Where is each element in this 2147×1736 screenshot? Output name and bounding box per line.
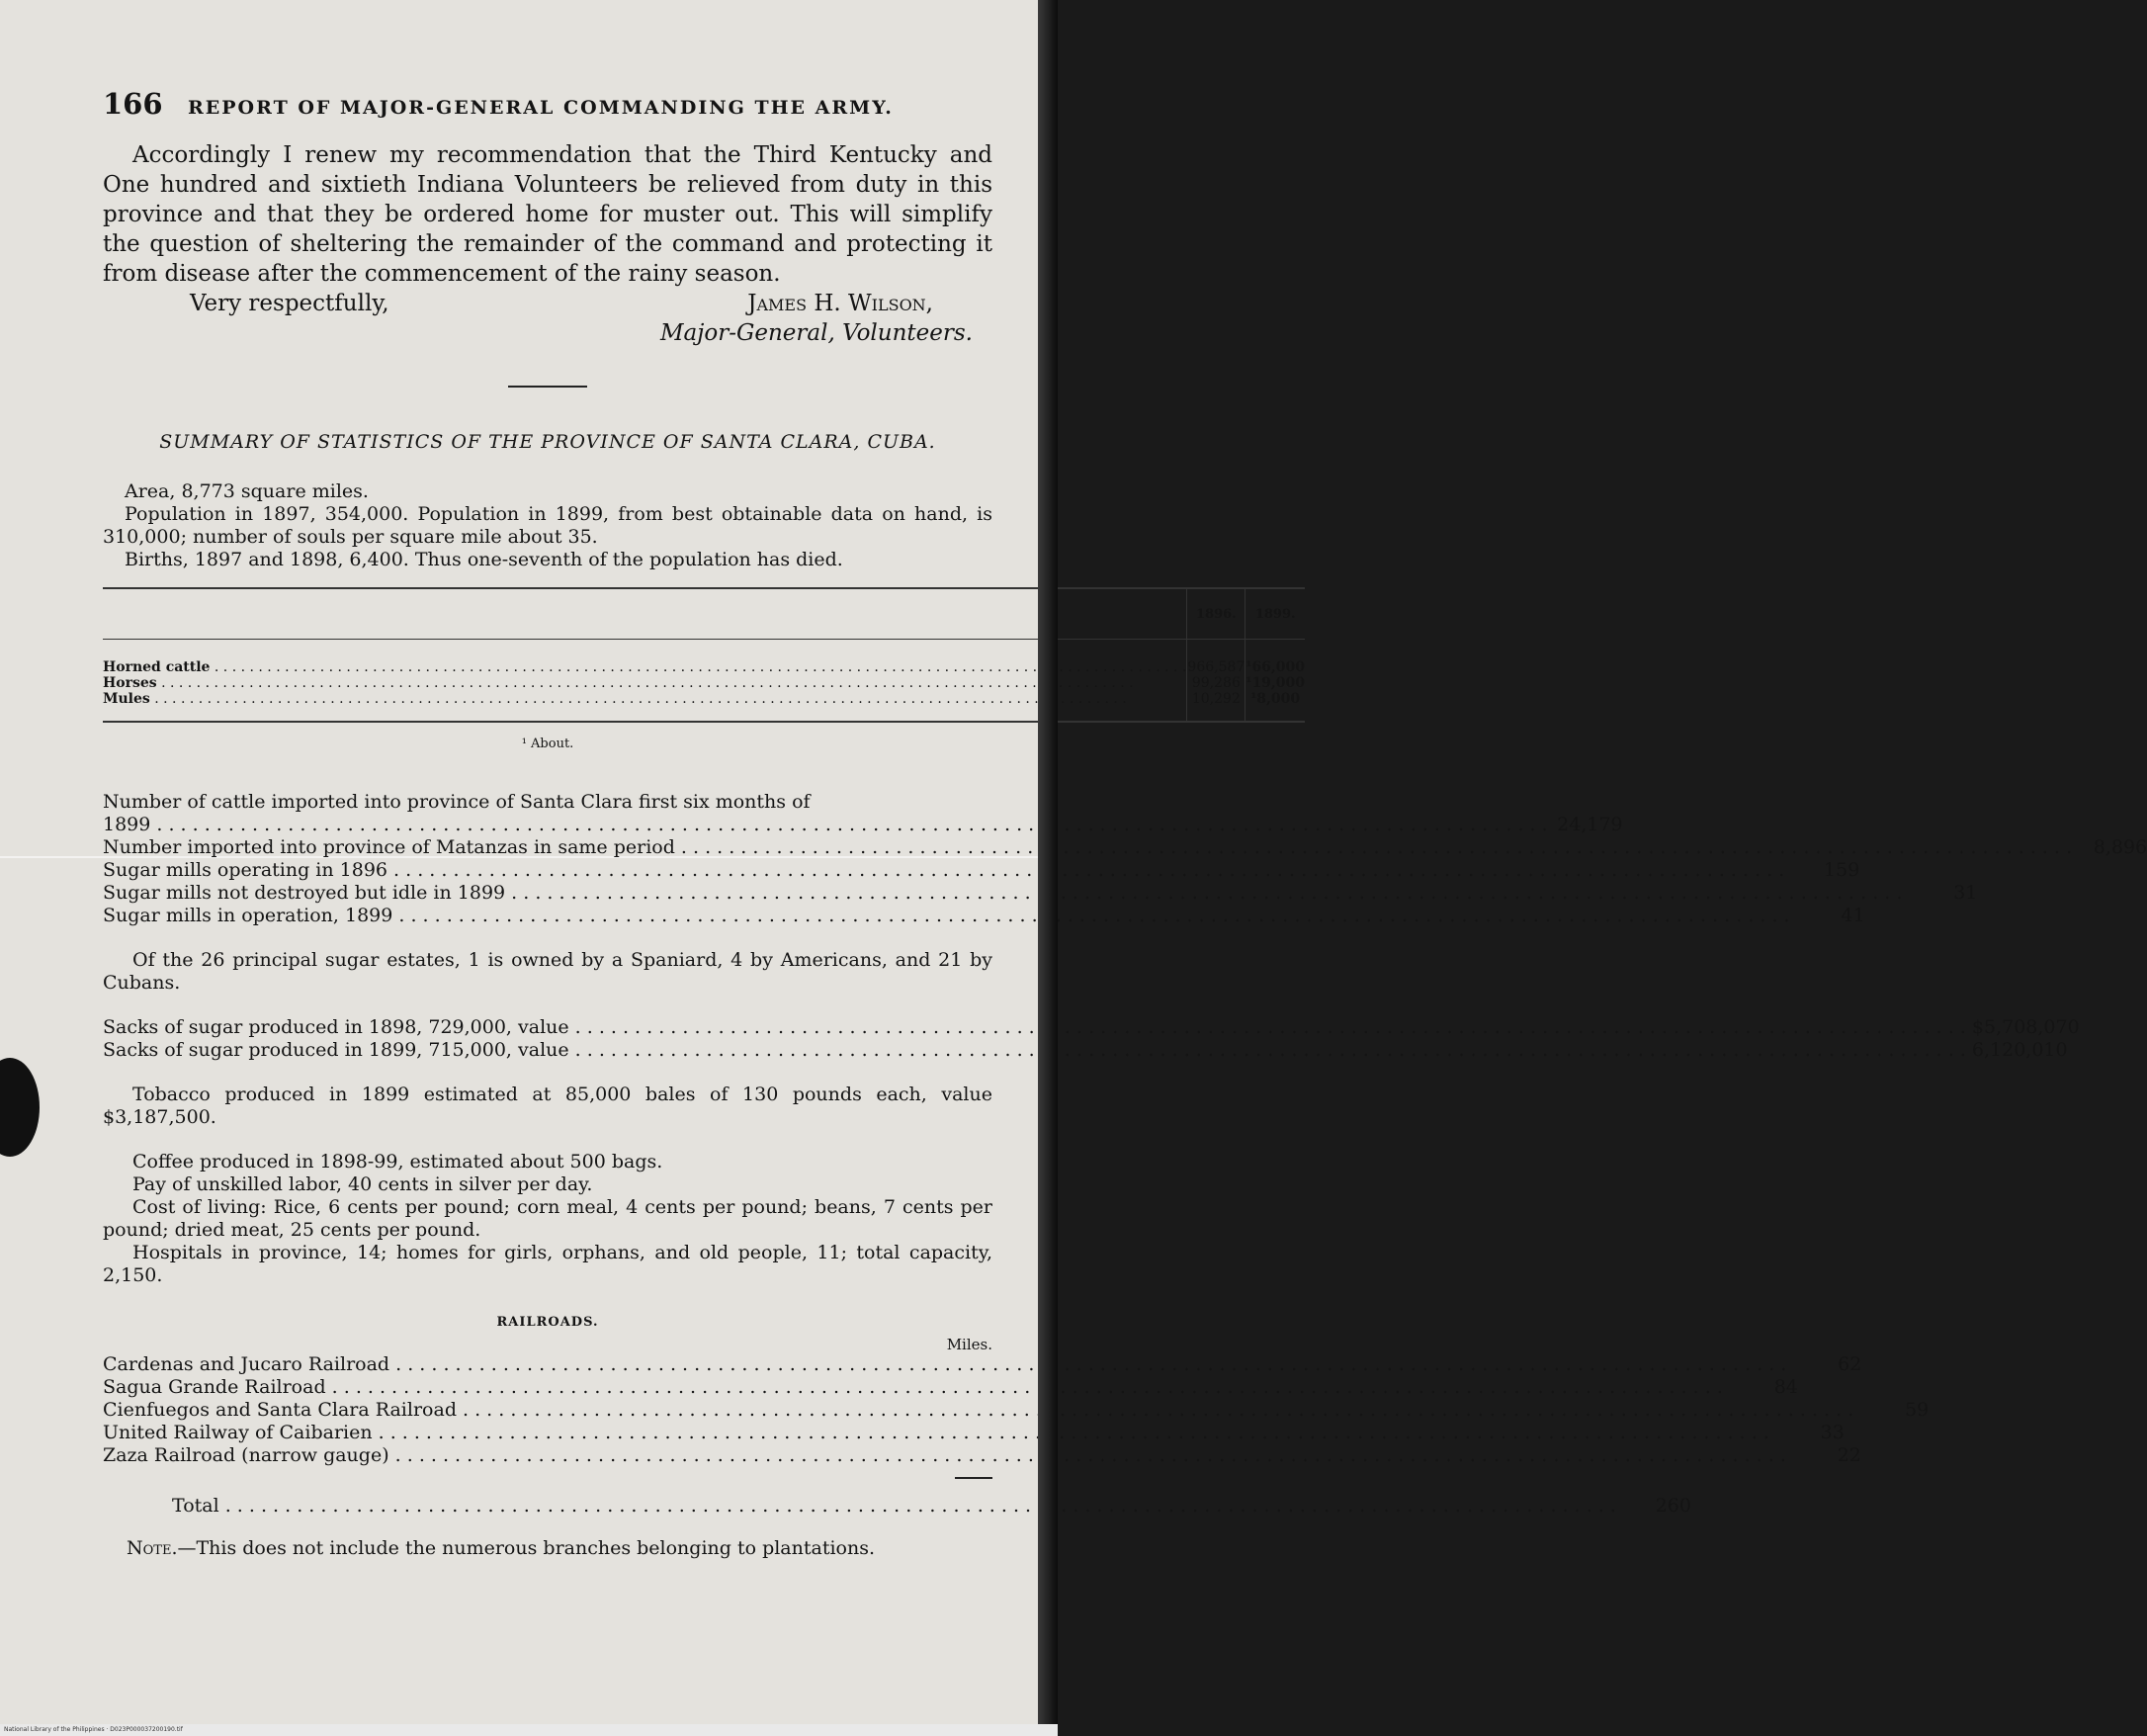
summary-title: SUMMARY OF STATISTICS OF THE PROVINCE OF SANTA CLARA, CUBA. xyxy=(159,431,936,453)
cell-1899: ¹8,000 xyxy=(1245,691,1305,722)
list-item xyxy=(103,1422,1845,1444)
total-row xyxy=(103,1495,1691,1518)
list-item xyxy=(103,1399,1930,1422)
table-row xyxy=(103,691,1305,722)
page-header xyxy=(103,87,992,121)
table-row xyxy=(103,640,1305,676)
misc-stats xyxy=(103,1151,992,1287)
table-row xyxy=(103,675,1305,691)
closing: Very respectfully, xyxy=(190,291,389,316)
list-item xyxy=(103,836,2147,859)
row-label: Mules . . . xyxy=(103,691,1186,707)
scan-footer: National Library of the Philippines · D023P000037200190.tif xyxy=(0,1724,1058,1736)
railroad-name: Sagua Grande Railroad . . . xyxy=(103,1376,1723,1399)
coffee-line: Coffee produced in 1898-99, estimated about 500 bags. xyxy=(132,1151,663,1172)
item-value: 41 xyxy=(1841,905,1865,926)
cost-of-living-line: Cost of living: Rice, 6 cents per pound; corn meal, 4 cents per pound; beans, 7 cents per pound; dried meat, 25 cents per pound. xyxy=(103,1196,992,1241)
railroads-title: RAILROADS. xyxy=(496,1315,599,1330)
note-text: —This does not include the numerous branches belonging to plantations. xyxy=(177,1537,876,1559)
population-line: Population in 1897, 354,000. Population in 1899, from best obtainable data on hand, is 310,000; number of souls per square mile about 35. xyxy=(103,503,992,548)
table-footnote: ¹ About. xyxy=(521,737,574,751)
list-item xyxy=(103,859,1860,882)
railroad-name: Cardenas and Jucaro Railroad . . . xyxy=(103,1353,1786,1376)
livestock-table xyxy=(103,587,1305,723)
item-value: 159 xyxy=(1824,859,1860,881)
area-line: Area, 8,773 square miles. xyxy=(125,480,369,502)
railroads-list xyxy=(103,1353,1930,1518)
railroads-note xyxy=(103,1537,992,1559)
page-binding-edge xyxy=(1038,0,1058,1736)
item-label: 1899 . . . xyxy=(103,814,1548,836)
railroad-name: Cienfuegos and Santa Clara Railroad . . . xyxy=(103,1399,1853,1422)
total-label: Total . . . xyxy=(172,1495,1616,1518)
cell-1899: ¹19,000 xyxy=(1245,675,1306,691)
cattle-import-label-line1: Number of cattle imported into province of Santa Clara first six months of xyxy=(103,791,811,813)
note-lead: Note. xyxy=(127,1537,178,1559)
cell-1896: 966,587 xyxy=(1187,640,1245,676)
list-item xyxy=(103,882,1978,905)
estates-paragraph: Of the 26 principal sugar estates, 1 is owned by a Spaniard, 4 by Americans, and 21 by Cubans. xyxy=(103,949,992,994)
letter-signoff xyxy=(190,289,992,348)
page-content xyxy=(103,87,2147,1559)
signature-block xyxy=(660,289,992,348)
scan-thumb-shadow xyxy=(0,1058,40,1157)
list-item xyxy=(103,1039,2068,1062)
total-rule xyxy=(955,1477,992,1479)
row-label: Horned cattle . . . xyxy=(103,659,1186,675)
cell-1899: ¹66,000 xyxy=(1245,640,1305,676)
item-label: Sugar mills not destroyed but idle in 1899 . . . xyxy=(103,882,1902,905)
row-label: Horses . . . xyxy=(103,675,1186,691)
railroad-name: Zaza Railroad (narrow gauge) . . . xyxy=(103,1444,1786,1467)
miles-column-header: Miles. xyxy=(946,1336,992,1353)
list-item xyxy=(103,1444,1861,1467)
item-value: $5,708,070 xyxy=(1971,1016,2080,1038)
tobacco-paragraph: Tobacco produced in 1899 estimated at 85,000 bales of 130 pounds each, value $3,187,500. xyxy=(103,1084,992,1128)
list-item xyxy=(103,1353,1862,1376)
list-item xyxy=(103,905,1865,927)
list-item xyxy=(103,814,1623,836)
page-number: 166 xyxy=(103,87,163,121)
railroad-miles: 22 xyxy=(1837,1444,1861,1466)
running-title: REPORT OF MAJOR-GENERAL COMMANDING THE ARMY. xyxy=(188,97,894,119)
table-header-blank xyxy=(103,588,1187,640)
signature-title: Major-General, Volunteers. xyxy=(659,320,973,346)
railroad-miles: 84 xyxy=(1773,1376,1798,1398)
letter-paragraph: Accordingly I renew my recommendation that the Third Kentucky and One hundred and sixtieth Indiana Volunteers be relieved from duty in this province and that they be ordered home for muster out. This will simplify the question of sheltering the remainder of the command and protecting it from disease after the commencement of the rainy season. xyxy=(103,142,992,287)
railroad-miles: 62 xyxy=(1838,1353,1862,1375)
railroad-miles: 33 xyxy=(1820,1422,1845,1443)
births-line: Births, 1897 and 1898, 6,400. Thus one-seventh of the population has died. xyxy=(125,549,843,570)
item-value: 31 xyxy=(1953,882,1978,904)
item-label: Number imported into province of Matanzas in same period . . . xyxy=(103,836,2072,859)
labor-line: Pay of unskilled labor, 40 cents in silver per day. xyxy=(132,1173,593,1195)
cell-1896: 99,286 xyxy=(1187,675,1245,691)
list-item xyxy=(103,1376,1798,1399)
item-label: Sugar mills in operation, 1899 . . . xyxy=(103,905,1790,927)
cell-1896: 10,292 xyxy=(1187,691,1245,722)
item-value: 24,179 xyxy=(1557,814,1623,835)
sugar-stats xyxy=(103,1016,2080,1062)
item-value: 6,120,010 xyxy=(1971,1039,2068,1061)
total-value: 260 xyxy=(1655,1495,1691,1517)
list-item xyxy=(103,1016,2080,1039)
item-value: 8,896 xyxy=(2093,836,2147,858)
section-divider xyxy=(508,386,587,388)
item-label: Sacks of sugar produced in 1899, 715,000, value . . . xyxy=(103,1039,1966,1062)
cattle-stats xyxy=(103,791,2147,927)
col-header-1899: 1899. xyxy=(1245,588,1305,640)
item-label: Sugar mills operating in 1896 . . . xyxy=(103,859,1784,882)
item-label: Sacks of sugar produced in 1898, 729,000, value . . . xyxy=(103,1016,1966,1039)
col-header-1896: 1896. xyxy=(1187,588,1245,640)
railroad-name: United Railway of Caibarien . . . xyxy=(103,1422,1769,1444)
signature-name: James H. Wilson, xyxy=(747,291,933,316)
hospitals-line: Hospitals in province, 14; homes for girls, orphans, and old people, 11; total capacity, 2,150. xyxy=(103,1242,992,1286)
railroad-miles: 59 xyxy=(1905,1399,1930,1421)
summary-stats xyxy=(103,480,992,571)
